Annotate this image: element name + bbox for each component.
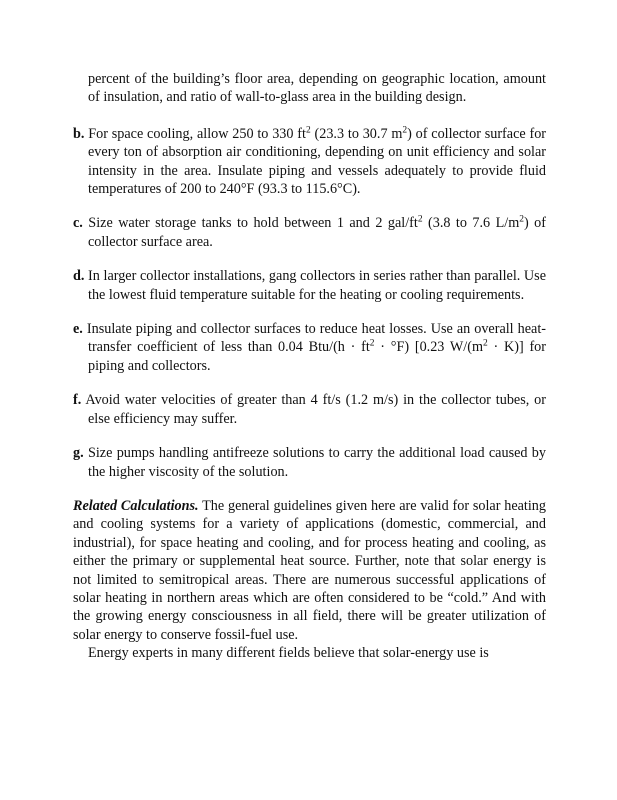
list-item-c [73, 214, 546, 251]
item-label: b. [73, 125, 85, 142]
list-item-f [73, 391, 546, 428]
section-heading: Related Calculations. [73, 497, 199, 514]
list-item-g [73, 444, 546, 481]
item-text: ) of collector surface area. [88, 215, 546, 250]
item-text: In larger collector installations, gang collectors in series rather than parallel. Use the lowest fluid temperature suitable for the heating or cooling requirements. [84, 268, 546, 303]
item-text: · K)] for piping and collectors. [88, 339, 546, 374]
body-paragraph: Energy experts in many different fields believe that solar-energy use is [88, 645, 489, 662]
related-calculations-paragraph [73, 497, 546, 644]
superscript: 2 [402, 125, 408, 136]
list-item-d [73, 267, 546, 304]
superscript: 2 [417, 214, 423, 225]
item-label: e. [73, 321, 83, 338]
item-text: (3.8 to 7.6 L/m [422, 215, 520, 232]
item-label: d. [73, 268, 85, 285]
superscript: 2 [305, 125, 311, 136]
paragraph-text: The general guidelines given here are valid for solar heating and cooling systems for a variety of applications (domestic, commercial, and industrial), for space heating and cooling, and for process heating and cooling, as either the primary or supplemental heat source. Further, note that solar energy is not limited to semitropical areas. There are numerous successful applications of solar heating in northern areas which are often considered to be “cold.” And with the growing energy consciousness in all field, there will be greater utilization of solar energy to conserve fossil-fuel use. [73, 497, 546, 643]
item-text: Size pumps handling antifreeze solutions to carry the additional load caused by the higher viscosity of the solution. [83, 445, 546, 480]
item-label: f. [73, 392, 82, 409]
item-text: For space cooling, allow 250 to 330 ft [84, 125, 306, 142]
superscript: 2 [369, 338, 375, 349]
item-text: Avoid water velocities of greater than 4 ft/s (1.2 m/s) in the collector tubes, or else efficiency may suffer. [81, 392, 546, 427]
superscript: 2 [483, 338, 488, 349]
continuation-paragraph: percent of the building’s floor area, depending on geographic location, amount of insulation, and ratio of wall-to-glass area in the building design. [88, 71, 546, 106]
list-item-b [73, 125, 546, 199]
item-text: (23.3 to 30.7 m [310, 125, 403, 142]
item-label: c. [73, 215, 83, 232]
item-text: ) of collector surface for every ton of absorption air conditioning, depending on unit efficiency and solar intensity in the area. Insulate piping and vessels adequately to provide fluid temperatures of 200 to 240°F (93.3 to 115.6°C). [88, 125, 547, 198]
superscript: 2 [519, 214, 524, 225]
item-label: g. [73, 445, 84, 462]
list-item-e [73, 320, 546, 375]
item-text: Insulate piping and collector surfaces to reduce heat losses. Use an overall heat-transfer coefficient of less than 0.04 Btu/(h · ft [82, 321, 546, 356]
item-text: Size water storage tanks to hold between 1 and 2 gal/ft [82, 215, 418, 232]
document-page [73, 70, 546, 663]
item-text: · °F) [0.23 W/(m [374, 339, 483, 356]
